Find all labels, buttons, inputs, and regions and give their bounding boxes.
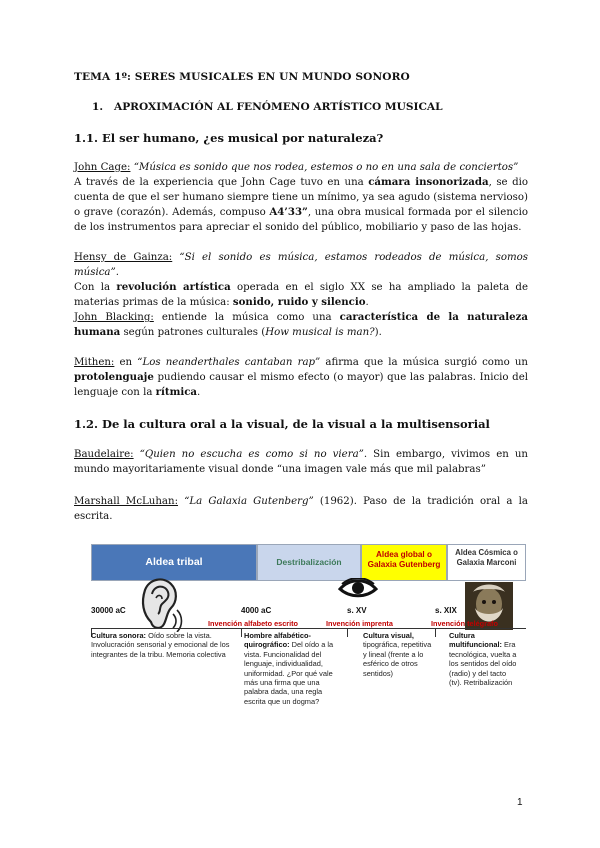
- subsection-1-2-heading: 1.2. De la cultura oral a la visual, de la visual a la multisensorial: [74, 417, 490, 431]
- mithen-text: afirma que la música surgió como un: [320, 357, 528, 368]
- culture-body: Del oído a la vista. Funcionalidad del lenguaje, individualidad, uniformidad. ¿Por qué vale más una firma que una palabra dada, una regla escrita que un dogma?: [244, 640, 334, 706]
- cage-bold-camara: cámara insonorizada: [368, 176, 489, 188]
- culture-head: Cultura sonora:: [91, 631, 147, 640]
- culture-multifuncional: [449, 631, 519, 687]
- band-aldea-cosmica: Aldea Cósmica o Galaxia Marconi: [447, 544, 526, 581]
- mithen-book: “Los neanderthales cantaban rap”: [137, 357, 321, 368]
- blacking-book: How musical is man?: [265, 327, 375, 338]
- culture-sonora: [91, 631, 241, 659]
- mcluhan-paragraph: [74, 494, 528, 524]
- blacking-bold: característica de la naturaleza humana: [74, 311, 528, 338]
- cage-text: , se dio cuenta de que el ser humano siempre tiene un mínimo, ya sea agudo (sistema nervioso) o grave (corazón). Además, compuso: [74, 177, 528, 218]
- gainza-text: .: [365, 297, 369, 308]
- mcluhan-author: Marshall McLuhan:: [74, 496, 179, 507]
- blacking-author: John Blacking:: [74, 312, 154, 323]
- baudelaire-quote: “Quien no escucha es como si no viera”: [139, 449, 364, 460]
- culture-body: Era tecnológica, vuelta a los sentidos del oído (radio) y del tacto (tv). Retribalización: [449, 640, 517, 688]
- invention-alfabeto: Invención alfabeto escrito: [208, 619, 299, 628]
- baudelaire-text: . Sin embargo, vivimos en un mundo mayoritariamente visual donde “una imagen vale más que mil palabras”: [74, 449, 528, 475]
- section-heading: [92, 101, 443, 113]
- blacking-paragraph: [74, 310, 528, 340]
- gainza-text: .: [115, 267, 119, 278]
- cage-author: John Cage:: [74, 162, 131, 173]
- blacking-text: según patrones culturales (: [120, 327, 266, 338]
- cage-paragraph: [74, 160, 528, 235]
- baudelaire-paragraph: [74, 447, 528, 477]
- page-number: 1: [517, 797, 523, 808]
- gainza-text: Con la: [74, 282, 117, 293]
- culture-body: tipográfica, repetitiva y lineal (frente a lo esférico de otros sentidos): [363, 640, 432, 678]
- band-destribalizacion: Destribalización: [257, 544, 361, 581]
- gainza-bold-revolucion: revolución artística: [116, 281, 231, 293]
- culture-alfabetico: [244, 631, 344, 706]
- blacking-text: entiende la música como una: [153, 312, 340, 323]
- section-number: 1.: [92, 101, 104, 113]
- mithen-text: .: [197, 387, 201, 398]
- eye-icon: [338, 578, 378, 598]
- invention-telegrafo: Invención telégrafo: [431, 619, 498, 628]
- gainza-paragraph: [74, 250, 528, 310]
- blacking-text: ).: [374, 327, 382, 338]
- date-30000ac: 30000 aC: [91, 606, 126, 615]
- gainza-quote: “Si el sonido es música, estamos rodeados de música, somos música”: [74, 252, 528, 278]
- invention-imprenta: Invención imprenta: [326, 619, 393, 628]
- cage-bold-work: A4’33”: [269, 206, 308, 218]
- mithen-bold-ritmica: rítmica: [155, 386, 198, 398]
- cage-text: A través de la experiencia que John Cage tuvo en una: [74, 177, 369, 188]
- mithen-text: en: [114, 357, 138, 368]
- gainza-author: Hensy de Gainza:: [74, 252, 173, 263]
- gainza-bold-materias: sonido, ruido y silencio: [232, 296, 366, 308]
- mcluhan-book: “La Galaxia Gutenberg”: [184, 496, 314, 507]
- mithen-paragraph: [74, 355, 528, 400]
- culture-head: Cultura visual,: [363, 631, 414, 640]
- culture-visual: [363, 631, 435, 678]
- band-aldea-global: Aldea global o Galaxia Gutenberg: [361, 544, 447, 581]
- ear-icon: [137, 574, 183, 632]
- culture-head: Hombre alfabético-quirográfico:: [244, 631, 311, 650]
- section-label: APROXIMACIÓN AL FENÓMENO ARTÍSTICO MUSICAL: [114, 101, 443, 113]
- date-sxv: s. XV: [347, 606, 367, 615]
- date-4000ac: 4000 aC: [241, 606, 272, 615]
- band-aldea-tribal: Aldea tribal: [91, 544, 257, 581]
- timeline-figure: [91, 541, 526, 791]
- gainza-text: operada en el siglo XX se ha ampliado la paleta de materias primas de la música:: [74, 282, 528, 308]
- culture-head: Cultura multifuncional:: [449, 631, 502, 650]
- baudelaire-author: Baudelaire:: [74, 449, 134, 460]
- mithen-text: pudiendo causar el mismo efecto (o mayor) que las palabras. Inicio del lenguaje con la: [74, 372, 528, 398]
- date-sxix: s. XIX: [435, 606, 457, 615]
- mcluhan-text: (1962). Paso de la tradición oral a la escrita.: [74, 496, 528, 522]
- cage-text: , una obra musical formada por el silencio de los instrumentos para apreciar el sonido del público, mobiliario y paso de las hojas.: [74, 207, 528, 233]
- culture-body: Oído sobre la vista. Involucración sensorial y emocional de los integrantes de la tribu. Memoria colectiva: [91, 631, 230, 659]
- cage-quote: “Música es sonido que nos rodea, estemos o no en una sala de conciertos”: [133, 162, 519, 173]
- mithen-author: Mithen:: [74, 357, 115, 368]
- subsection-1-1-heading: 1.1. El ser humano, ¿es musical por naturaleza?: [74, 131, 384, 145]
- page-title: TEMA 1º: SERES MUSICALES EN UN MUNDO SONORO: [74, 71, 410, 83]
- mithen-bold-protolenguaje: protolenguaje: [74, 371, 154, 383]
